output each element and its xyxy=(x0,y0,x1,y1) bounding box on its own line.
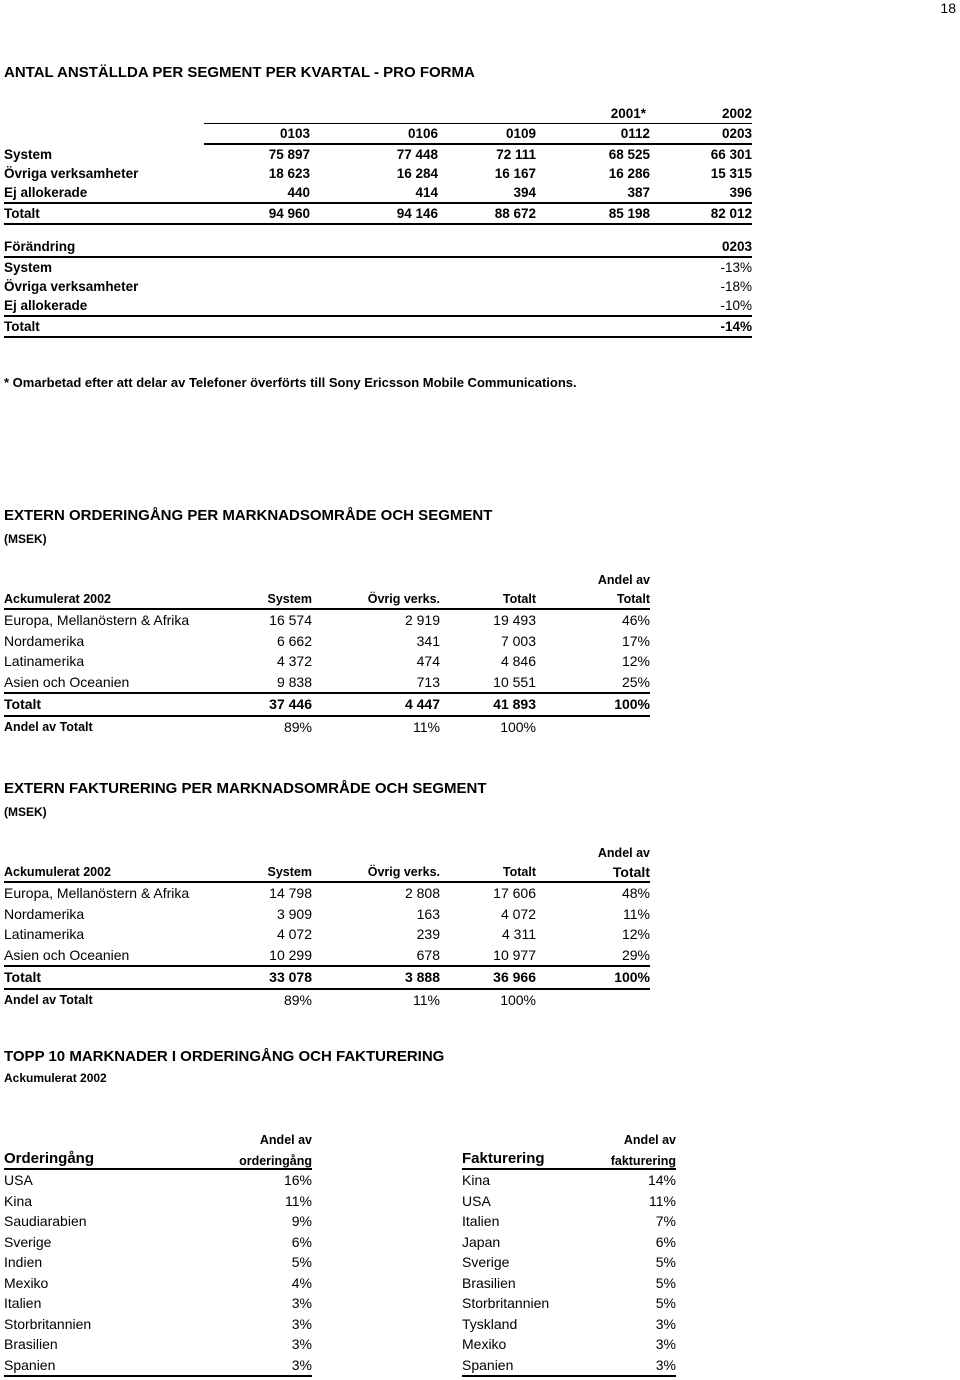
cell: 85 198 xyxy=(536,203,650,224)
header-cell: Övrig verks. xyxy=(312,589,440,609)
cell: 16 167 xyxy=(494,166,536,181)
cell: 341 xyxy=(416,632,440,649)
market-share: 6% xyxy=(291,1233,312,1250)
table-row xyxy=(4,924,650,945)
change-header-row xyxy=(4,237,752,257)
cell: 2 808 xyxy=(404,885,440,902)
year-2002-header: 2002 xyxy=(650,104,752,124)
row-label: Övriga verksamheter xyxy=(4,279,139,294)
section-orders-title: EXTERN ORDERINGÅNG PER MARKNADSOMRÅDE OCH SEGMENT xyxy=(4,507,493,524)
orders-header-row xyxy=(4,589,650,609)
section-top10-subtitle: Ackumulerat 2002 xyxy=(4,1071,107,1085)
quarter-header: 0203 xyxy=(650,124,752,145)
list-item xyxy=(462,1211,676,1232)
header-cell: Andel av xyxy=(597,845,650,860)
market-share: 5% xyxy=(655,1295,676,1312)
cell: 713 xyxy=(312,672,440,694)
table-row-total xyxy=(4,316,752,337)
orders-heading: Orderingång xyxy=(4,1149,204,1169)
row-label: Europa, Mellanöstern & Afrika xyxy=(4,885,190,902)
cell: 239 xyxy=(416,926,440,943)
row-label: Andel av Totalt xyxy=(4,992,93,1007)
orders-col-top-row xyxy=(4,1130,312,1149)
cell: 17% xyxy=(621,632,650,649)
cell: 100% xyxy=(500,991,536,1008)
header-cell: Totalt xyxy=(440,589,536,609)
list-item xyxy=(4,1355,312,1377)
invoicing-heading: Fakturering xyxy=(462,1149,572,1169)
cell: -14% xyxy=(552,316,752,337)
market-name: Japan xyxy=(462,1233,501,1250)
market-name: USA xyxy=(4,1172,33,1189)
table-row xyxy=(4,904,650,925)
cell: 19 493 xyxy=(493,612,536,629)
row-label: System xyxy=(4,146,53,162)
market-share: 9% xyxy=(291,1213,312,1230)
market-share: 11% xyxy=(649,1192,676,1209)
change-table-wrap xyxy=(4,237,752,338)
header-cell: Totalt xyxy=(440,862,536,882)
market-share: 16% xyxy=(283,1172,312,1189)
list-item xyxy=(462,1314,676,1335)
market-name: Brasilien xyxy=(462,1274,516,1291)
cell: 41 893 xyxy=(440,693,536,716)
cell: 4 311 xyxy=(502,926,536,943)
section-invoicing-title: EXTERN FAKTURERING PER MARKNADSOMRÅDE OCH SEGMENT xyxy=(4,780,487,797)
market-name: Saudiarabien xyxy=(4,1213,87,1230)
table-row xyxy=(4,631,650,652)
market-share: 3% xyxy=(291,1336,312,1353)
cell: 394 xyxy=(438,183,536,203)
row-label: Nordamerika xyxy=(4,632,85,649)
cell: 16 286 xyxy=(608,166,650,181)
table-row xyxy=(4,183,752,203)
cell: 68 525 xyxy=(608,147,650,162)
header-cell: Andel av xyxy=(597,572,650,587)
list-item xyxy=(462,1334,676,1355)
cell: 66 301 xyxy=(710,147,752,162)
cell: 4 846 xyxy=(500,653,536,670)
top10-orders-table xyxy=(4,1130,312,1377)
cell: 94 146 xyxy=(310,203,438,224)
cell: 678 xyxy=(312,945,440,967)
market-share: 14% xyxy=(647,1172,676,1189)
cell: 89% xyxy=(283,718,312,735)
cell: 29% xyxy=(536,945,650,967)
row-label: Totalt xyxy=(4,966,210,989)
header-cell: Totalt xyxy=(536,589,650,609)
cell: 4 372 xyxy=(276,653,312,670)
table-row xyxy=(4,672,650,694)
cell: 12% xyxy=(621,926,650,943)
cell: 100% xyxy=(536,966,650,989)
row-label: Latinamerika xyxy=(4,653,85,670)
row-label: Totalt xyxy=(4,693,210,716)
section-top10-title: TOPP 10 MARKNADER I ORDERINGÅNG OCH FAKTURERING xyxy=(4,1048,445,1065)
quarter-header: 0103 xyxy=(204,124,310,145)
page-number: 18 xyxy=(940,0,956,16)
header-cell: orderingång xyxy=(204,1149,312,1169)
cell: 100% xyxy=(536,693,650,716)
list-item xyxy=(462,1273,676,1294)
row-label: Övriga verksamheter xyxy=(4,166,139,181)
invoicing-table-wrap xyxy=(4,843,650,1010)
cell: 15 315 xyxy=(710,166,752,181)
headcount-quarter-row xyxy=(4,124,752,145)
market-name: Tyskland xyxy=(462,1315,518,1332)
market-name: Mexiko xyxy=(4,1274,49,1291)
cell: 77 448 xyxy=(396,147,438,162)
top10-invoicing-wrap xyxy=(462,1130,676,1377)
market-share: 7% xyxy=(655,1213,676,1230)
row-label: Asien och Oceanien xyxy=(4,945,210,967)
row-label: Andel av Totalt xyxy=(4,719,93,734)
cell: 3 888 xyxy=(312,966,440,989)
table-row-share xyxy=(4,716,650,738)
cell: 474 xyxy=(416,653,440,670)
header-cell: Totalt xyxy=(536,862,650,882)
change-label: Förändring xyxy=(4,237,552,257)
table-row xyxy=(4,882,650,904)
cell: 11% xyxy=(413,718,440,735)
market-share: 6% xyxy=(655,1233,676,1250)
cell: 72 111 xyxy=(496,147,536,162)
row-label: Europa, Mellanöstern & Afrika xyxy=(4,612,190,629)
market-name: Sverige xyxy=(462,1254,510,1271)
section-orders xyxy=(4,507,492,546)
top10-invoicing-table xyxy=(462,1130,676,1377)
cell: 10 551 xyxy=(440,672,536,694)
table-row-total xyxy=(4,966,650,989)
cell: -13% xyxy=(720,260,752,275)
market-name: Kina xyxy=(4,1192,33,1209)
cell: 25% xyxy=(536,672,650,694)
cell: 4 072 xyxy=(276,926,312,943)
list-item xyxy=(4,1169,312,1191)
cell: 10 299 xyxy=(210,945,312,967)
table-row xyxy=(4,945,650,967)
orders-table-wrap xyxy=(4,570,650,737)
cell: 89% xyxy=(283,991,312,1008)
cell: 396 xyxy=(650,183,752,203)
cell: 100% xyxy=(500,718,536,735)
footnote: * Omarbetad efter att delar av Telefoner överförts till Sony Ericsson Mobile Communications. xyxy=(4,375,577,390)
cell: 11% xyxy=(623,905,650,922)
header-cell: Ackumulerat 2002 xyxy=(4,589,210,609)
market-share: 4% xyxy=(291,1274,312,1291)
orders-col-header-row xyxy=(4,1149,312,1169)
cell: 14 798 xyxy=(269,885,312,902)
header-cell: System xyxy=(210,862,312,882)
headcount-table xyxy=(4,104,752,225)
market-name: Italien xyxy=(4,1295,42,1312)
headcount-table-wrap xyxy=(4,104,752,225)
list-item xyxy=(4,1273,312,1294)
cell: 3 909 xyxy=(276,905,312,922)
cell: 82 012 xyxy=(650,203,752,224)
cell: 7 003 xyxy=(500,632,536,649)
table-row xyxy=(4,609,650,631)
section-invoicing-unit: (MSEK) xyxy=(4,805,47,819)
quarter-header: 0106 xyxy=(310,124,438,145)
list-item xyxy=(462,1355,676,1377)
market-name: Italien xyxy=(462,1213,500,1230)
list-item xyxy=(462,1232,676,1253)
section-top10 xyxy=(4,1048,444,1085)
cell: 46% xyxy=(621,612,650,629)
table-row xyxy=(4,277,752,296)
invoicing-header-top-row xyxy=(4,843,650,862)
section-headcount xyxy=(4,64,475,81)
market-name: Sverige xyxy=(4,1233,52,1250)
cell: 75 897 xyxy=(268,147,310,162)
list-item xyxy=(462,1191,676,1212)
market-name: Storbritannien xyxy=(4,1315,92,1332)
row-label: Nordamerika xyxy=(4,905,85,922)
cell: 33 078 xyxy=(210,966,312,989)
list-item xyxy=(462,1169,676,1191)
cell: 10 977 xyxy=(440,945,536,967)
header-cell: Övrig verks. xyxy=(312,862,440,882)
list-item xyxy=(4,1334,312,1355)
list-item xyxy=(462,1252,676,1273)
year-2001-header: 2001* xyxy=(204,104,650,124)
table-row-total xyxy=(4,693,650,716)
cell: 12% xyxy=(621,653,650,670)
cell: 387 xyxy=(536,183,650,203)
market-share: 3% xyxy=(655,1336,676,1353)
cell: 11% xyxy=(413,991,440,1008)
invoicing-header-row xyxy=(4,862,650,882)
market-share: 5% xyxy=(655,1274,676,1291)
table-row-total xyxy=(4,203,752,224)
cell: -10% xyxy=(552,296,752,316)
table-row xyxy=(4,257,752,277)
orders-table xyxy=(4,570,650,737)
cell: 16 284 xyxy=(396,166,438,181)
market-share: 3% xyxy=(291,1295,312,1312)
header-cell: System xyxy=(210,589,312,609)
list-item xyxy=(4,1191,312,1212)
list-item xyxy=(462,1293,676,1314)
market-name: Brasilien xyxy=(4,1336,58,1353)
section-orders-unit: (MSEK) xyxy=(4,532,47,546)
row-label: Ej allokerade xyxy=(4,183,204,203)
cell: 94 960 xyxy=(204,203,310,224)
cell: 17 606 xyxy=(493,885,536,902)
row-label: Totalt xyxy=(4,203,204,224)
change-period: 0203 xyxy=(552,237,752,257)
headcount-year-row xyxy=(4,104,752,124)
cell: 48% xyxy=(621,885,650,902)
market-share: 5% xyxy=(291,1254,312,1271)
market-name: Mexiko xyxy=(462,1336,507,1353)
row-label: Ej allokerade xyxy=(4,296,552,316)
cell: 414 xyxy=(310,183,438,203)
cell: 4 447 xyxy=(312,693,440,716)
invoicing-col-header-row xyxy=(462,1149,676,1169)
market-share: 5% xyxy=(655,1254,676,1271)
table-row xyxy=(4,144,752,164)
top10-orders-wrap xyxy=(4,1130,312,1377)
market-share: 3% xyxy=(572,1355,676,1377)
market-name: Kina xyxy=(462,1172,491,1189)
cell: 18 623 xyxy=(268,166,310,181)
list-item xyxy=(4,1211,312,1232)
table-row xyxy=(4,651,650,672)
row-label: System xyxy=(4,260,53,275)
list-item xyxy=(4,1314,312,1335)
row-label: Asien och Oceanien xyxy=(4,672,210,694)
row-label: Latinamerika xyxy=(4,926,85,943)
header-cell: Andel av xyxy=(259,1132,312,1147)
cell: -18% xyxy=(720,279,752,294)
cell: 2 919 xyxy=(404,612,440,629)
cell: 9 838 xyxy=(210,672,312,694)
orders-header-top-row xyxy=(4,570,650,589)
header-cell: Andel av xyxy=(623,1132,676,1147)
market-share: 3% xyxy=(655,1315,676,1332)
cell: 440 xyxy=(204,183,310,203)
cell: 37 446 xyxy=(210,693,312,716)
market-share: 11% xyxy=(285,1192,312,1209)
table-row-share xyxy=(4,989,650,1011)
cell: 36 966 xyxy=(440,966,536,989)
market-name: Spanien xyxy=(4,1355,204,1377)
cell: 6 662 xyxy=(276,632,312,649)
quarter-header: 0109 xyxy=(438,124,536,145)
market-name: Indien xyxy=(4,1254,43,1271)
cell: 4 072 xyxy=(500,905,536,922)
header-cell: Ackumulerat 2002 xyxy=(4,862,210,882)
market-share: 3% xyxy=(291,1315,312,1332)
market-name: Spanien xyxy=(462,1355,572,1377)
market-name: Storbritannien xyxy=(462,1295,550,1312)
cell: 163 xyxy=(416,905,440,922)
change-table xyxy=(4,237,752,338)
invoicing-col-top-row xyxy=(462,1130,676,1149)
list-item xyxy=(4,1293,312,1314)
list-item xyxy=(4,1232,312,1253)
list-item xyxy=(4,1252,312,1273)
market-name: USA xyxy=(462,1192,491,1209)
market-share: 3% xyxy=(204,1355,312,1377)
quarter-header: 0112 xyxy=(536,124,650,145)
cell: 16 574 xyxy=(269,612,312,629)
section-headcount-title: ANTAL ANSTÄLLDA PER SEGMENT PER KVARTAL - PRO FORMA xyxy=(4,64,475,81)
row-label: Totalt xyxy=(4,316,552,337)
cell: 88 672 xyxy=(438,203,536,224)
invoicing-table xyxy=(4,843,650,1010)
table-row xyxy=(4,164,752,183)
header-cell: fakturering xyxy=(572,1149,676,1169)
section-invoicing xyxy=(4,780,487,819)
table-row xyxy=(4,296,752,316)
